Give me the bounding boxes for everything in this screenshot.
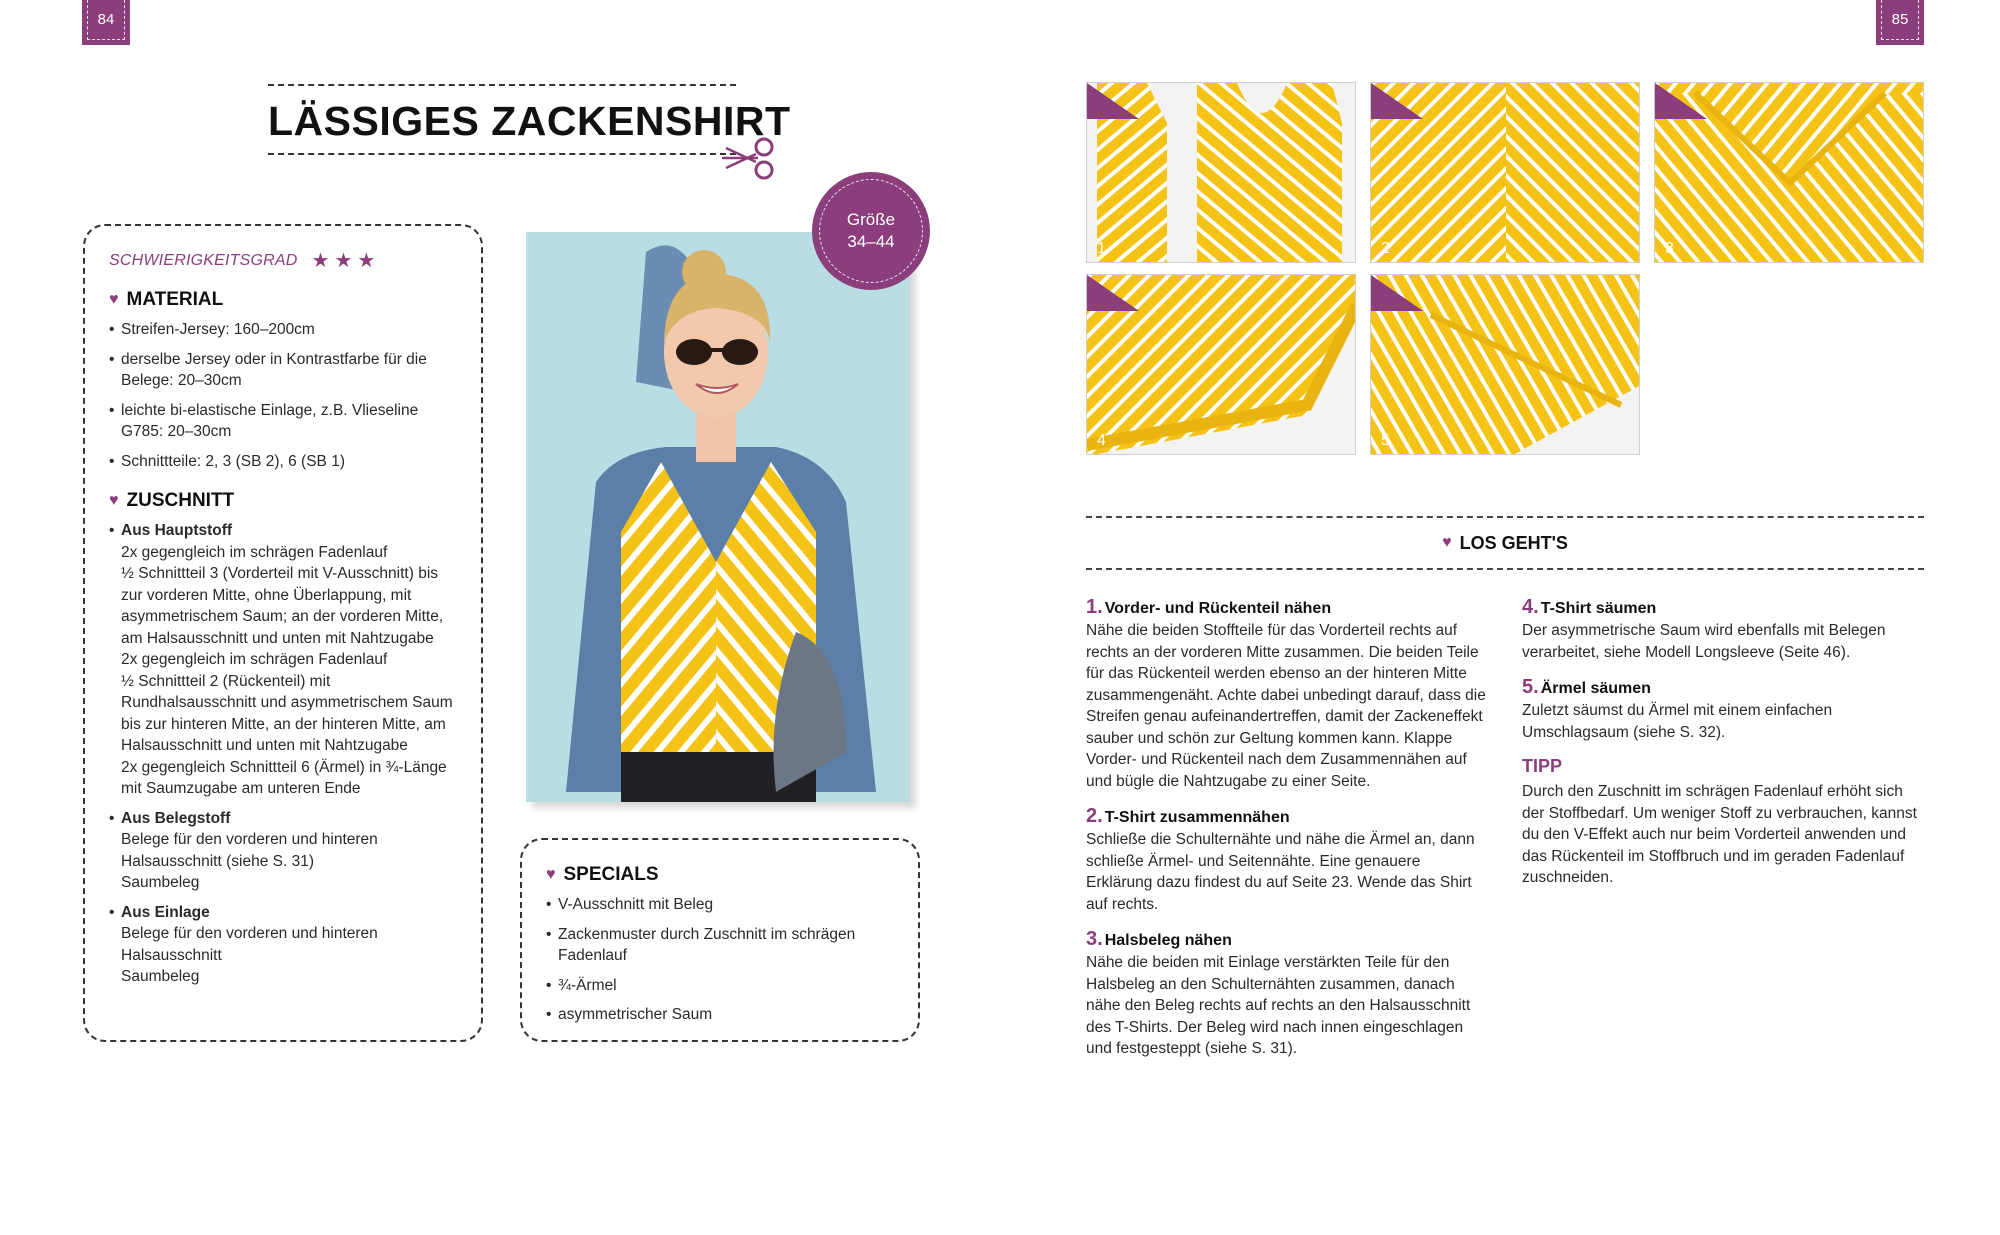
heart-icon: ♥: [546, 866, 556, 883]
step-number: 1.: [1086, 596, 1103, 618]
heart-icon: ♥: [1442, 534, 1452, 551]
star-icon: ★: [357, 250, 376, 272]
zuschnitt-line: Belege für den vorderen und hinteren Halsausschnitt: [121, 925, 378, 964]
zuschnitt-line: 2x gegengleich im schrägen Fadenlauf: [121, 651, 388, 668]
step-title: T-Shirt zusammennähen: [1104, 809, 1290, 826]
star-icon: ★: [311, 250, 330, 272]
zuschnitt-group: [109, 520, 459, 800]
step-photo-3: [1654, 82, 1924, 263]
scissors-icon: [720, 134, 776, 184]
difficulty-stars: [312, 248, 376, 273]
step-text: Nähe die beiden Stoffteile für das Vorderteil rechts auf rechts an der vorderen Mitte zusammen. Die beiden Teile für das Rückenteil werden ebenso an der hinteren Mitte zusammengenäht. Achte dabei unbedingt darauf, dass die Streifen genau aufeinandertreffen, damit der Zackeneffekt sauber und schön zur Geltung kommen kann. Klappe Vorder- und Rückenteil nach dem Zusammennähen auf und bügle die Nahtzugabe zu einer Seite.: [1086, 622, 1486, 790]
size-badge: [812, 172, 930, 290]
zuschnitt-group: [109, 902, 459, 988]
instructions-heading-text: LOS GEHT'S: [1459, 532, 1568, 553]
difficulty-rating: [109, 248, 459, 273]
material-item: • Schnittteile: 2, 3 (SB 2), 6 (SB 1): [109, 451, 459, 473]
zuschnitt-line: Saumbeleg: [121, 874, 200, 891]
zuschnitt-line: 2x gegengleich im schrägen Fadenlauf: [121, 543, 388, 561]
material-item: • derselbe Jersey oder in Kontrastfarbe für die Belege: 20–30cm: [109, 349, 459, 392]
zuschnitt-group: [109, 808, 459, 894]
step-photo-number: 4: [1097, 432, 1106, 449]
step-number: 3.: [1086, 928, 1103, 950]
material-list: [109, 319, 459, 472]
size-badge-range: 34–44: [847, 232, 895, 251]
page-number-right: [1876, 0, 1924, 45]
model-photo: [526, 232, 910, 802]
specials-list: [546, 894, 896, 1026]
specials-box: [520, 838, 920, 1042]
material-heading-text: MATERIAL: [126, 289, 224, 310]
material-item: • Streifen-Jersey: 160–200cm: [109, 319, 459, 341]
step-photo-2: [1370, 82, 1640, 263]
size-badge-label: Größe: [846, 210, 896, 229]
zuschnitt-list: [109, 520, 459, 988]
instruction-step: [1086, 596, 1486, 792]
zuschnitt-group-title: • Aus Einlage: [121, 903, 210, 921]
heart-icon: ♥: [109, 291, 119, 308]
step-number: 5.: [1522, 676, 1539, 698]
specials-item: • asymmetrischer Saum: [546, 1004, 896, 1026]
title-bottom-rule: [268, 153, 736, 155]
specials-item: • V-Ausschnitt mit Beleg: [546, 894, 896, 916]
step-photo-4: [1086, 274, 1356, 455]
step-text: Schließe die Schulternähte und nähe die Ärmel an, dann schließe Ärmel- und Seitennähte. Eine genauere Erklärung dazu findest du auf Seite 23. Wende das Shirt auf rechts.: [1086, 831, 1475, 913]
instructions-column-left: [1086, 596, 1486, 1073]
zuschnitt-heading-text: ZUSCHNITT: [126, 490, 235, 511]
step-text: Zuletzt säumst du Ärmel mit einem einfachen Umschlagsaum (siehe S. 32).: [1522, 702, 1833, 741]
zuschnitt-line: 2x gegengleich Schnittteil 6 (Ärmel) in ¾-Länge mit Saumzugabe am unteren Ende: [121, 758, 447, 797]
tip-box: [1522, 756, 1922, 889]
model-illustration: [526, 232, 910, 802]
instruction-step: [1086, 805, 1486, 915]
size-badge-ring: [819, 179, 923, 283]
instructions-heading: [1086, 516, 1924, 570]
zuschnitt-group-title: • Aus Hauptstoff: [121, 522, 233, 539]
page-title: LÄSSIGES ZACKENSHIRT: [268, 98, 791, 144]
difficulty-label: SCHWIERIGKEITSGRAD: [109, 251, 298, 269]
material-item: • leichte bi-elastische Einlage, z.B. Vlieseline G785: 20–30cm: [109, 400, 459, 443]
step-title: Vorder- und Rückenteil nähen: [1104, 600, 1332, 617]
instruction-step: [1522, 596, 1922, 663]
zuschnitt-line: Belege für den vorderen und hinteren Halsausschnitt (siehe S. 31): [121, 831, 378, 870]
tip-text: Durch den Zuschnitt im schrägen Fadenlauf erhöht sich der Stoffbedarf. Um weniger Stoff zu verbrauchen, kannst du den V-Effekt auch nur beim Vorderteil anwenden und das Rückenteil im Stoffbruch und im geraden Fadenlauf zuschneiden.: [1522, 783, 1917, 886]
heart-icon: ♥: [109, 492, 119, 509]
instruction-step: [1522, 676, 1922, 743]
step-title: T-Shirt säumen: [1540, 600, 1657, 617]
step-photo-number: 1: [1097, 240, 1106, 257]
step-title: Ärmel säumen: [1540, 680, 1651, 697]
tip-heading: TIPP: [1522, 756, 1563, 776]
step-text: Nähe die beiden mit Einlage verstärkten Teile für den Halsbeleg an den Schulternähten zusammen, danach nähe den Beleg rechts auf rechts an den Halsausschnitt des T-Shirts. Der Beleg wird nach innen eingeschlagen und festgesteppt (siehe S. 31).: [1086, 954, 1471, 1057]
specials-heading-text: SPECIALS: [563, 864, 659, 885]
zuschnitt-heading: [109, 490, 459, 512]
page-number-left: [82, 0, 130, 45]
materials-box: [83, 224, 483, 1042]
step-title: Halsbeleg nähen: [1104, 932, 1232, 949]
instruction-step: [1086, 928, 1486, 1060]
step-photo-number: 3: [1665, 240, 1674, 257]
step-photo-number: 5: [1381, 432, 1390, 449]
specials-item: • Zackenmuster durch Zuschnitt im schrägen Fadenlauf: [546, 924, 896, 967]
step-text: Der asymmetrische Saum wird ebenfalls mit Belegen verarbeitet, siehe Modell Longsleeve (Seite 46).: [1522, 622, 1886, 661]
star-icon: ★: [334, 250, 353, 272]
specials-item: • ¾-Ärmel: [546, 975, 896, 997]
zuschnitt-line: Saumbeleg: [121, 968, 200, 985]
instructions-column-right: [1522, 596, 1922, 889]
step-number: 2.: [1086, 805, 1103, 827]
step-number: 4.: [1522, 596, 1539, 618]
step-photo-5: [1370, 274, 1640, 455]
zuschnitt-group-title: • Aus Belegstoff: [121, 809, 231, 827]
step-photo-number: 2: [1381, 240, 1390, 257]
material-heading: [109, 289, 459, 311]
page-number-right-text: 85: [1881, 0, 1919, 40]
step-photo-1: [1086, 82, 1356, 263]
page-number-left-text: 84: [87, 0, 125, 40]
specials-heading: [546, 864, 896, 886]
zuschnitt-line: ½ Schnittteil 3 (Vorderteil mit V-Ausschnitt) bis zur vorderen Mitte, ohne Überlappung, mit asymmetrischem Saum; an der vorderen Mitte, am Halsausschnitt und unten mit Nahtzugabe: [121, 565, 444, 647]
zuschnitt-line: ½ Schnittteil 2 (Rückenteil) mit Rundhalsausschnitt und asymmetrischem Saum bis zur hinteren Mitte, an der hinteren Mitte, am Halsausschnitt und unten mit Nahtzugabe: [121, 672, 453, 754]
title-block: [268, 84, 791, 155]
